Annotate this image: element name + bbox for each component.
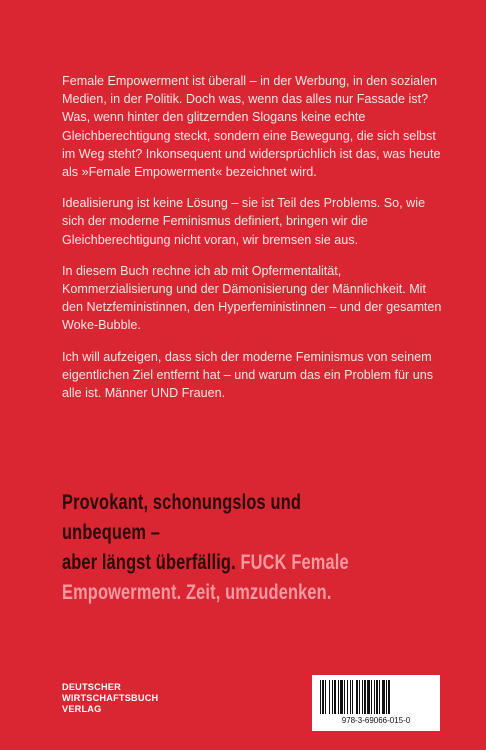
barcode-bar (356, 680, 358, 714)
barcode-bar (338, 680, 339, 714)
barcode-bar (382, 680, 385, 714)
tagline-line-1: Provokant, schonungslos und unbequem – (62, 491, 302, 544)
barcode-bar (359, 680, 360, 714)
tagline-line-2-dark: aber längst überfällig. (62, 551, 236, 574)
barcode-bar (329, 680, 330, 714)
tagline-line-3: Empowerment. Zeit, umzudenken. (62, 581, 332, 604)
barcode-bar (322, 680, 324, 714)
publisher-line-3: VERLAG (62, 704, 102, 714)
barcode-bar (388, 680, 390, 714)
barcode-bar (376, 680, 378, 714)
isbn-number: 978-3-69066-015-0 (341, 716, 411, 725)
barcode-bar (374, 680, 375, 714)
barcode-bar (371, 680, 372, 714)
barcode (312, 675, 440, 731)
barcode-bar (367, 680, 370, 714)
barcode-bar (364, 680, 366, 714)
barcode-bar (332, 680, 333, 714)
barcode-bar (344, 680, 345, 714)
publisher-line-1: DEUTSCHER (62, 682, 121, 692)
barcode-bar (320, 680, 321, 714)
publisher-logo (62, 682, 158, 715)
barcode-bar (340, 680, 343, 714)
tagline (62, 488, 374, 608)
blurb-paragraph-3: In diesem Buch rechne ich ab mit Opfermentalität, Kommerzialisierung und der Dämonisierung der Männlichkeit. Mit den Netzfeministinnen, den Hyperfeministinnen – und der gesamten Woke-Bubble. (62, 263, 442, 333)
barcode-bar (362, 680, 363, 714)
barcode-bar (379, 680, 380, 714)
barcode-bar (352, 680, 353, 714)
barcode-bar (386, 680, 387, 714)
publisher-line-2: WIRTSCHAFTSBUCH (62, 693, 159, 703)
blurb-paragraph-4: Ich will aufzeigen, dass sich der moderne Feminismus von seinem eigentlichen Ziel entfernt hat – und warum das ein Problem für uns alle ist. Männer UND Frauen. (62, 349, 434, 401)
barcode-bar (347, 680, 348, 714)
tagline-line-2-light: FUCK Female (235, 551, 349, 574)
blurb-paragraph-2: Idealisierung ist keine Lösung – sie ist Teil des Problems. So, wie sich der moderne Feminismus definiert, bringen wir die Gleichberechtigung nicht voran, wir bremsen sie aus. (62, 196, 426, 247)
barcode-bar (350, 680, 351, 714)
barcode-bars-icon (318, 680, 434, 714)
blurb-text (62, 72, 442, 415)
barcode-bar (325, 680, 326, 714)
blurb-paragraph-1: Female Empowerment ist überall – in der Werbung, in den sozialen Medien, in der Politik. Doch was, wenn das alles nur Fassade ist? Was, wenn hinter den glitzernden Slogans keine echte Gleichberechtigung steckt, sondern eine Bewegung, die sich selbst im Weg steht? Inkonsequent und widersprüchlich ist das, was heute als »Female Empowerment« bezeichnet wird. (62, 74, 441, 180)
barcode-bar (334, 680, 336, 714)
